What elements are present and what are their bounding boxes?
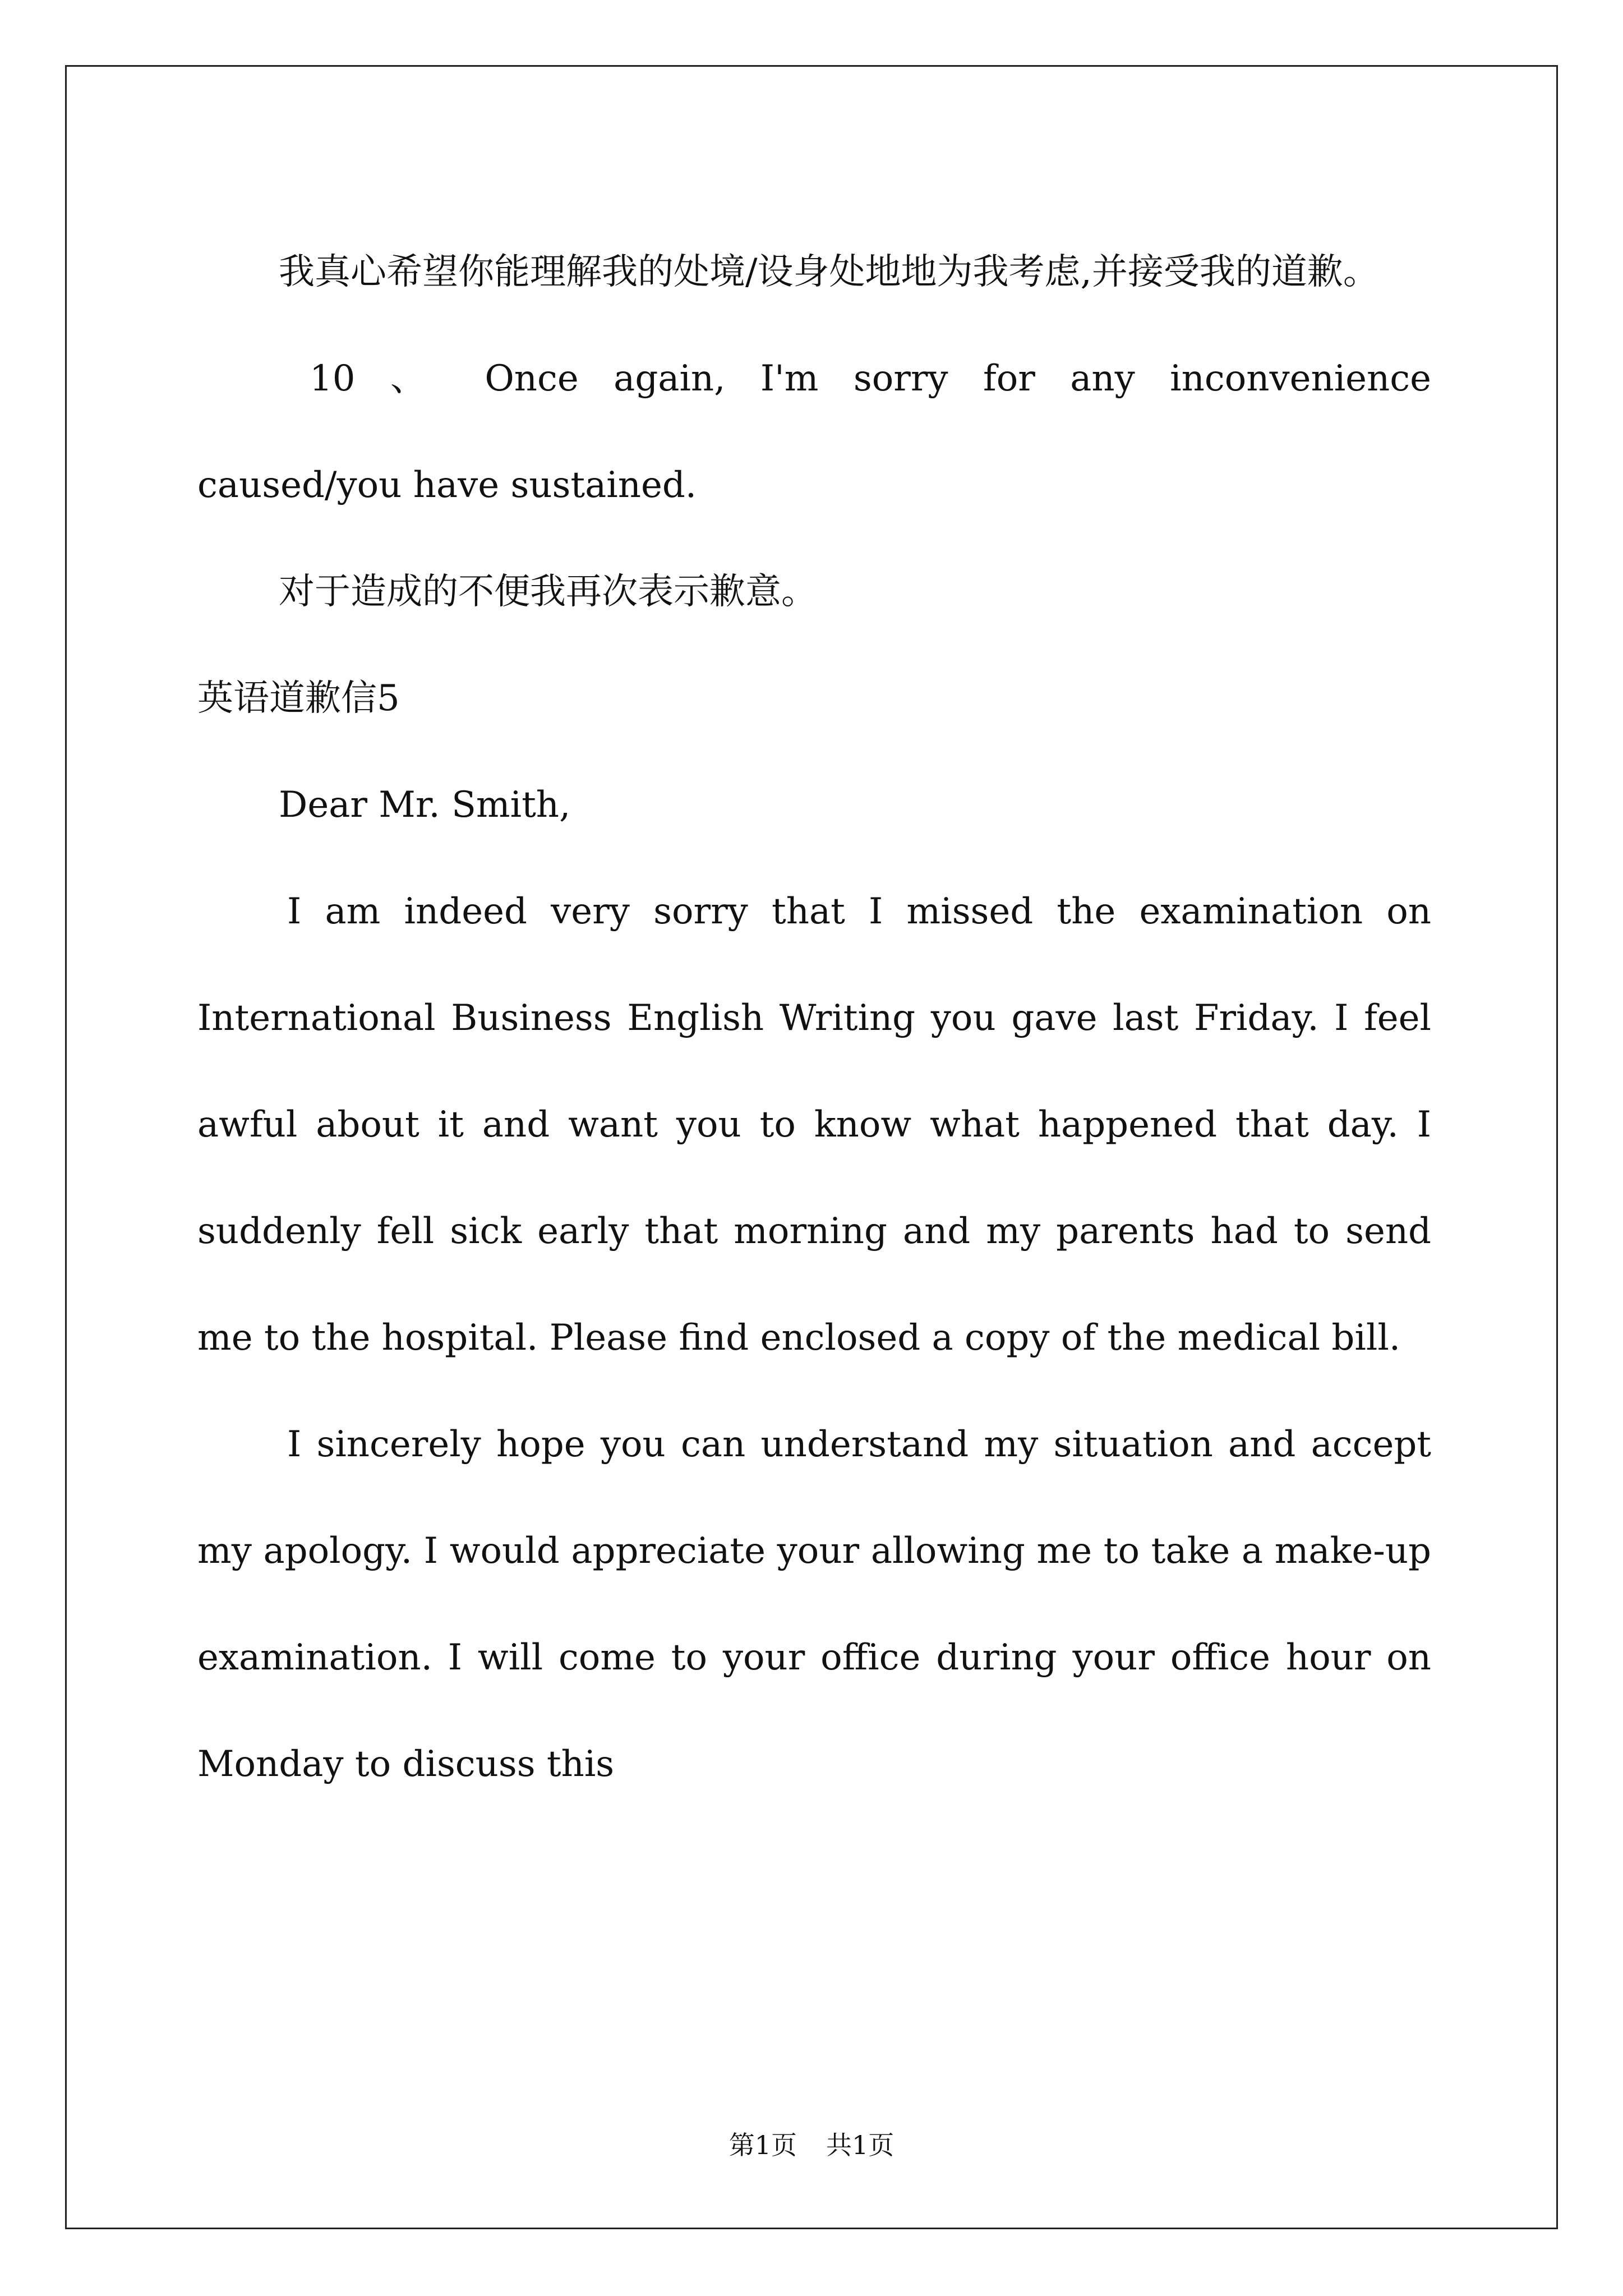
letter-body-paragraph: I am indeed very sorry that I missed the examination on International Business English Writing you gave last Friday. I feel awful about it and want you to know what happened that day. I suddenly fell sick early that morning and my parents had to send me to the hospital. Please find enclosed a copy of the medical bill. (197, 891, 1431, 1359)
letter-body-paragraph: I sincerely hope you can understand my situation and accept my apology. I would appreciate your allowing me to take a make-up examination. I will come to your office during your office hour on Monday to discuss this (197, 1424, 1431, 1785)
page-total: 共1页 (826, 2130, 895, 2160)
section-heading: 英语道歉信5 (197, 678, 400, 719)
paragraph-item-10: 10 、 Once again, I'm sorry for any inconvenience caused/you have sustained. (197, 358, 1431, 506)
page-footer (0, 2125, 1623, 2162)
page-number: 第1页 (728, 2130, 797, 2160)
letter-salutation: Dear Mr. Smith, (279, 784, 571, 826)
paragraph-chinese-translation: 对于造成的不便我再次表示歉意。 (279, 571, 817, 613)
document-body (197, 219, 1431, 1818)
paragraph-chinese-apology: 我真心希望你能理解我的处境/设身处地地为我考虑,并接受我的道歉。 (279, 251, 1379, 293)
